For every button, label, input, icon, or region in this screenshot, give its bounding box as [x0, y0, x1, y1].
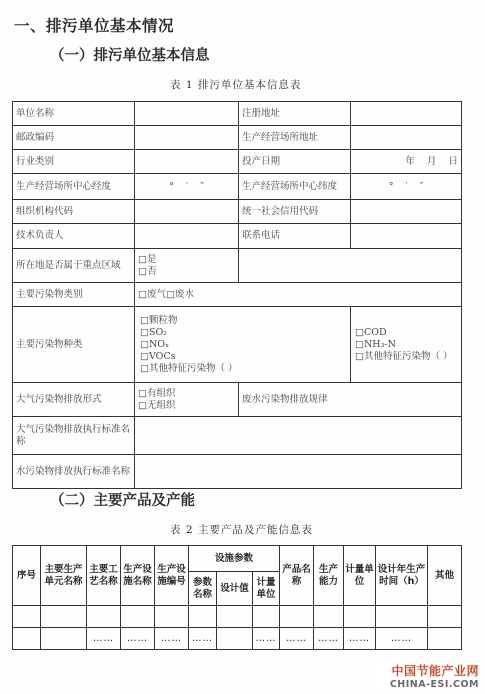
- table2-caption: 表 2 主要产品及产能信息表: [170, 524, 313, 536]
- phone-label: 联系电话: [239, 224, 351, 249]
- center-latitude-value[interactable]: ° ′ ″: [351, 174, 462, 200]
- header-process-name: 主要工艺名称: [87, 546, 121, 606]
- air-standard-value[interactable]: [135, 417, 462, 455]
- subsection-products: （二）主要产品及产能: [50, 493, 195, 509]
- water-option-other[interactable]: □其他特征污染物（ ）: [355, 350, 453, 362]
- key-area-options: [135, 249, 239, 283]
- ellipsis-cell: ……: [189, 628, 217, 650]
- table1-caption: 表 1 排污单位基本信息表: [170, 79, 302, 91]
- key-area-blank: [239, 249, 462, 283]
- watermark-title: 中国节能产业网: [391, 664, 479, 678]
- table-cell[interactable]: [41, 606, 87, 628]
- org-code-label: 组织机构代码: [13, 200, 135, 224]
- table-row: [13, 606, 462, 628]
- table-row: [13, 628, 462, 650]
- header-unit-name: 主要生产单元名称: [41, 546, 87, 606]
- water-standard-label: 水污染物排放执行标准名称: [13, 455, 135, 489]
- water-standard-value[interactable]: [135, 455, 462, 489]
- water-option-nh3n[interactable]: □NH₃-N: [355, 338, 396, 350]
- tech-lead-value[interactable]: [135, 224, 239, 249]
- watermark-url: CHINA-ESI.COM: [389, 679, 479, 690]
- production-address-value[interactable]: [351, 126, 462, 150]
- pollutant-types-label: 主要污染物种类: [13, 307, 135, 383]
- subsection-basic-info: （一）排污单位基本信息: [50, 48, 210, 64]
- ellipsis-cell: ……: [155, 628, 189, 650]
- air-option-particulate[interactable]: □颗粒物: [140, 314, 178, 326]
- center-longitude-value[interactable]: ° ′ ″: [135, 174, 239, 200]
- water-option-cod[interactable]: □COD: [355, 326, 387, 338]
- center-longitude-label: 生产经营场所中心经度: [13, 174, 135, 200]
- air-emission-unorganized-checkbox[interactable]: □无组织: [138, 399, 176, 411]
- ellipsis-cell: ……: [314, 628, 344, 650]
- registered-address-value[interactable]: [351, 102, 462, 126]
- pollutant-category-value[interactable]: □废气□废水: [135, 283, 462, 307]
- header-design-value: 设计值: [217, 572, 253, 606]
- table-cell[interactable]: [376, 606, 428, 628]
- ellipsis-cell: ……: [87, 628, 121, 650]
- center-latitude-label: 生产经营场所中心纬度: [239, 174, 351, 200]
- air-emission-form-options: [135, 383, 239, 417]
- table-cell[interactable]: [253, 606, 280, 628]
- registered-address-label: 注册地址: [239, 102, 351, 126]
- header-product-name: 产品名称: [280, 546, 314, 606]
- table-cell[interactable]: [428, 628, 462, 650]
- air-emission-organized-checkbox[interactable]: □有组织: [138, 387, 176, 399]
- header-params-group: 设施参数: [189, 546, 280, 572]
- tech-lead-label: 技术负责人: [13, 224, 135, 249]
- table-cell[interactable]: [13, 606, 41, 628]
- air-option-vocs[interactable]: □VOCs: [140, 350, 176, 362]
- header-facility-name: 生产设施名称: [121, 546, 155, 606]
- table-cell[interactable]: [121, 606, 155, 628]
- air-pollutant-options: [135, 307, 351, 383]
- water-discharge-label: 废水污染物排放规律: [239, 383, 462, 417]
- postal-code-label: 邮政编码: [13, 126, 135, 150]
- credit-code-label: 统一社会信用代码: [239, 200, 351, 224]
- industry-value[interactable]: [135, 150, 239, 174]
- table-cell[interactable]: [217, 628, 253, 650]
- air-option-so2[interactable]: □SO₂: [140, 326, 168, 338]
- products-capacity-table: [12, 545, 462, 650]
- air-option-other[interactable]: □其他特征污染物（ ）: [140, 362, 238, 374]
- header-design-hours: 设计年生产时间（h）: [376, 546, 428, 606]
- table-cell[interactable]: [87, 606, 121, 628]
- header-measure-unit: 计量单位: [344, 546, 376, 606]
- table-cell[interactable]: [13, 628, 41, 650]
- postal-code-value[interactable]: [135, 126, 239, 150]
- key-area-no-checkbox[interactable]: □否: [138, 265, 157, 277]
- ellipsis-cell: ……: [280, 628, 314, 650]
- ellipsis-cell: ……: [376, 628, 428, 650]
- org-code-value[interactable]: [135, 200, 239, 224]
- pollutant-category-label: 主要污染物类别: [13, 283, 135, 307]
- table-cell[interactable]: [189, 606, 217, 628]
- key-area-yes-checkbox[interactable]: □是: [138, 253, 157, 265]
- ellipsis-cell: ……: [344, 628, 376, 650]
- production-date-value[interactable]: 年 月 日: [351, 150, 462, 174]
- production-date-label: 投产日期: [239, 150, 351, 174]
- table-cell[interactable]: [314, 606, 344, 628]
- header-other: 其他: [428, 546, 462, 606]
- table-cell[interactable]: [344, 606, 376, 628]
- table-cell[interactable]: [155, 606, 189, 628]
- air-emission-form-label: 大气污染物排放形式: [13, 383, 135, 417]
- table-cell[interactable]: [217, 606, 253, 628]
- table-cell[interactable]: [280, 606, 314, 628]
- air-option-nox[interactable]: □NOₓ: [140, 338, 170, 350]
- table-cell[interactable]: [41, 628, 87, 650]
- section-title: 一、排污单位基本情况: [14, 17, 175, 35]
- ellipsis-cell: ……: [121, 628, 155, 650]
- ellipsis-cell: ……: [253, 628, 280, 650]
- key-area-label: 所在地是否属于重点区域: [13, 249, 135, 283]
- table-cell[interactable]: [428, 606, 462, 628]
- water-pollutant-options: [351, 307, 462, 383]
- header-unit: 计量单位: [253, 572, 280, 606]
- unit-name-value[interactable]: [135, 102, 239, 126]
- credit-code-value[interactable]: [351, 200, 462, 224]
- phone-value[interactable]: [351, 224, 462, 249]
- air-standard-label: 大气污染物排放执行标准名称: [13, 417, 135, 455]
- header-param-name: 参数名称: [189, 572, 217, 606]
- header-capacity: 生产能力: [314, 546, 344, 606]
- unit-name-label: 单位名称: [13, 102, 135, 126]
- production-address-label: 生产经营场所地址: [239, 126, 351, 150]
- header-seq: 序号: [13, 546, 41, 606]
- basic-info-table: [12, 101, 462, 489]
- industry-label: 行业类别: [13, 150, 135, 174]
- header-facility-code: 生产设施编号: [155, 546, 189, 606]
